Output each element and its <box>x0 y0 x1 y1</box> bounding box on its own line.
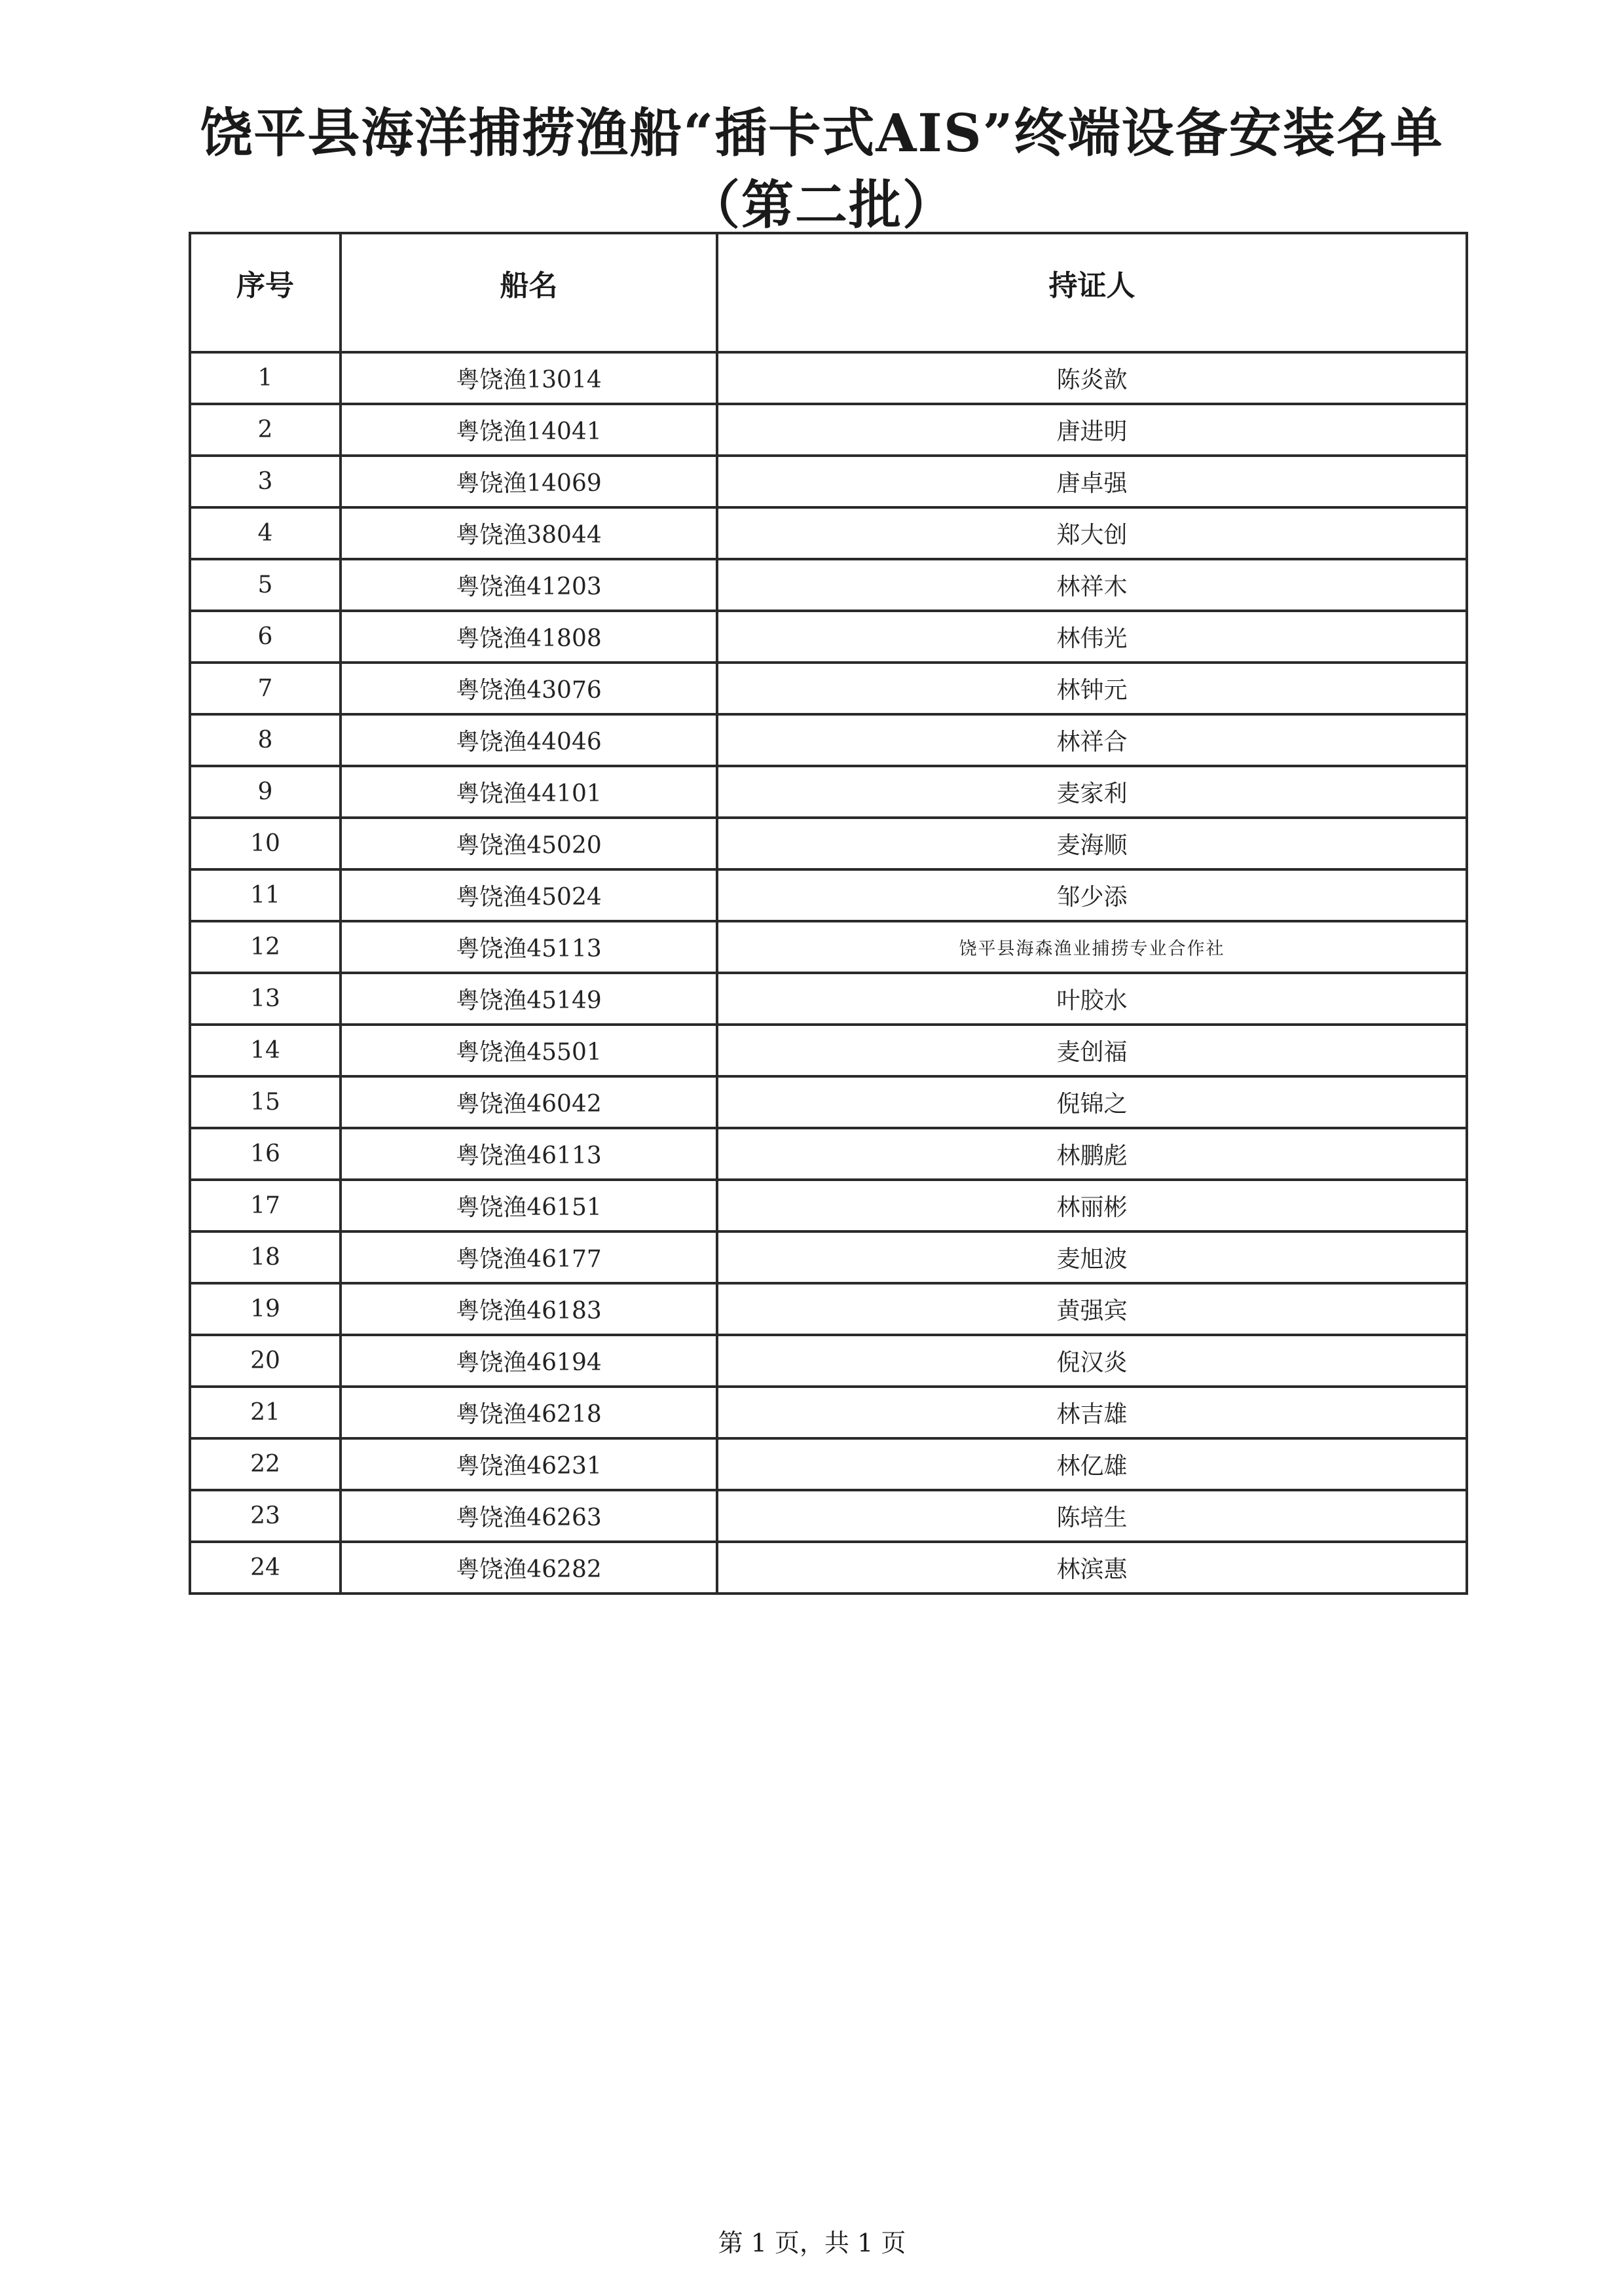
ship-name-cell: 粤饶渔45501 <box>341 1025 717 1076</box>
serial-number-cell: 21 <box>190 1387 341 1438</box>
license-holder-cell: 麦家利 <box>717 766 1467 818</box>
ship-name-cell: 粤饶渔46263 <box>341 1490 717 1542</box>
table-row <box>190 818 1467 869</box>
license-holder-cell: 陈培生 <box>717 1490 1467 1542</box>
ship-name-cell: 粤饶渔45149 <box>341 973 717 1025</box>
ship-name-cell: 粤饶渔46282 <box>341 1542 717 1594</box>
license-holder-cell: 麦海顺 <box>717 818 1467 869</box>
license-holder-cell: 叶胶水 <box>717 973 1467 1025</box>
table-row <box>190 1438 1467 1490</box>
ship-name-cell: 粤饶渔14041 <box>341 404 717 456</box>
license-holder-cell: 林钟元 <box>717 663 1467 714</box>
ship-name-cell: 粤饶渔13014 <box>341 352 717 404</box>
license-holder-cell: 倪汉炎 <box>717 1335 1467 1387</box>
license-holder-cell: 麦旭波 <box>717 1231 1467 1283</box>
page-footer: 第 1 页，共 1 页 <box>718 2229 906 2257</box>
table-row <box>190 1231 1467 1283</box>
ship-name-cell: 粤饶渔41808 <box>341 611 717 663</box>
serial-number-cell: 2 <box>190 404 341 456</box>
table-row <box>190 1387 1467 1438</box>
ship-name-cell: 粤饶渔44046 <box>341 714 717 766</box>
table-row <box>190 921 1467 973</box>
ship-name-cell: 粤饶渔44101 <box>341 766 717 818</box>
license-holder-cell: 黄强宾 <box>717 1283 1467 1335</box>
license-holder-cell: 林亿雄 <box>717 1438 1467 1490</box>
serial-number-cell: 12 <box>190 921 341 973</box>
header-license-holder: 持证人 <box>717 233 1467 352</box>
serial-number-cell: 22 <box>190 1438 341 1490</box>
license-holder-cell: 郑大创 <box>717 507 1467 559</box>
header-ship-name: 船名 <box>341 233 717 352</box>
serial-number-cell: 13 <box>190 973 341 1025</box>
table-row <box>190 456 1467 507</box>
serial-number-cell: 24 <box>190 1542 341 1594</box>
serial-number-cell: 4 <box>190 507 341 559</box>
ship-name-cell: 粤饶渔46183 <box>341 1283 717 1335</box>
serial-number-cell: 18 <box>190 1231 341 1283</box>
serial-number-cell: 10 <box>190 818 341 869</box>
table-row <box>190 663 1467 714</box>
serial-number-cell: 1 <box>190 352 341 404</box>
table-row <box>190 714 1467 766</box>
license-holder-cell: 唐卓强 <box>717 456 1467 507</box>
ship-name-cell: 粤饶渔46194 <box>341 1335 717 1387</box>
license-holder-cell: 倪锦之 <box>717 1076 1467 1128</box>
license-holder-cell: 林滨惠 <box>717 1542 1467 1594</box>
serial-number-cell: 15 <box>190 1076 341 1128</box>
table-row <box>190 1542 1467 1594</box>
ship-name-cell: 粤饶渔46231 <box>341 1438 717 1490</box>
table-row <box>190 1076 1467 1128</box>
table-row <box>190 404 1467 456</box>
ship-name-cell: 粤饶渔45113 <box>341 921 717 973</box>
ship-name-cell: 粤饶渔46042 <box>341 1076 717 1128</box>
ship-name-cell: 粤饶渔45024 <box>341 869 717 921</box>
serial-number-cell: 7 <box>190 663 341 714</box>
serial-number-cell: 16 <box>190 1128 341 1180</box>
ship-name-cell: 粤饶渔46177 <box>341 1231 717 1283</box>
license-holder-cell: 林鹏彪 <box>717 1128 1467 1180</box>
ship-name-cell: 粤饶渔38044 <box>341 507 717 559</box>
license-holder-cell: 林吉雄 <box>717 1387 1467 1438</box>
table-row <box>190 1025 1467 1076</box>
serial-number-cell: 17 <box>190 1180 341 1231</box>
license-holder-cell: 邹少添 <box>717 869 1467 921</box>
serial-number-cell: 8 <box>190 714 341 766</box>
installation-list-table <box>189 232 1468 1595</box>
ship-name-cell: 粤饶渔43076 <box>341 663 717 714</box>
serial-number-cell: 14 <box>190 1025 341 1076</box>
serial-number-cell: 5 <box>190 559 341 611</box>
table-row <box>190 1128 1467 1180</box>
ship-name-cell: 粤饶渔41203 <box>341 559 717 611</box>
table-row <box>190 1490 1467 1542</box>
table-row <box>190 507 1467 559</box>
table-row <box>190 1180 1467 1231</box>
ship-name-cell: 粤饶渔46218 <box>341 1387 717 1438</box>
header-serial-number: 序号 <box>190 233 341 352</box>
serial-number-cell: 9 <box>190 766 341 818</box>
table-row <box>190 559 1467 611</box>
ship-name-cell: 粤饶渔14069 <box>341 456 717 507</box>
license-holder-cell: 林伟光 <box>717 611 1467 663</box>
table-row <box>190 973 1467 1025</box>
table-header-row <box>190 233 1467 352</box>
serial-number-cell: 20 <box>190 1335 341 1387</box>
license-holder-cell: 唐进明 <box>717 404 1467 456</box>
serial-number-cell: 3 <box>190 456 341 507</box>
ship-name-cell: 粤饶渔45020 <box>341 818 717 869</box>
table-row <box>190 1335 1467 1387</box>
document-title: 饶平县海洋捕捞渔船“插卡式AIS”终端设备安装名单（第二批） <box>200 102 1444 236</box>
license-holder-cell: 林丽彬 <box>717 1180 1467 1231</box>
license-holder-cell: 陈炎歆 <box>717 352 1467 404</box>
license-holder-cell: 饶平县海森渔业捕捞专业合作社 <box>717 921 1467 973</box>
license-holder-cell: 林祥合 <box>717 714 1467 766</box>
serial-number-cell: 23 <box>190 1490 341 1542</box>
table-row <box>190 611 1467 663</box>
table-row <box>190 869 1467 921</box>
table-row <box>190 352 1467 404</box>
serial-number-cell: 6 <box>190 611 341 663</box>
license-holder-cell: 麦创福 <box>717 1025 1467 1076</box>
ship-name-cell: 粤饶渔46151 <box>341 1180 717 1231</box>
table-row <box>190 766 1467 818</box>
table-row <box>190 1283 1467 1335</box>
serial-number-cell: 11 <box>190 869 341 921</box>
ship-name-cell: 粤饶渔46113 <box>341 1128 717 1180</box>
serial-number-cell: 19 <box>190 1283 341 1335</box>
license-holder-cell: 林祥木 <box>717 559 1467 611</box>
